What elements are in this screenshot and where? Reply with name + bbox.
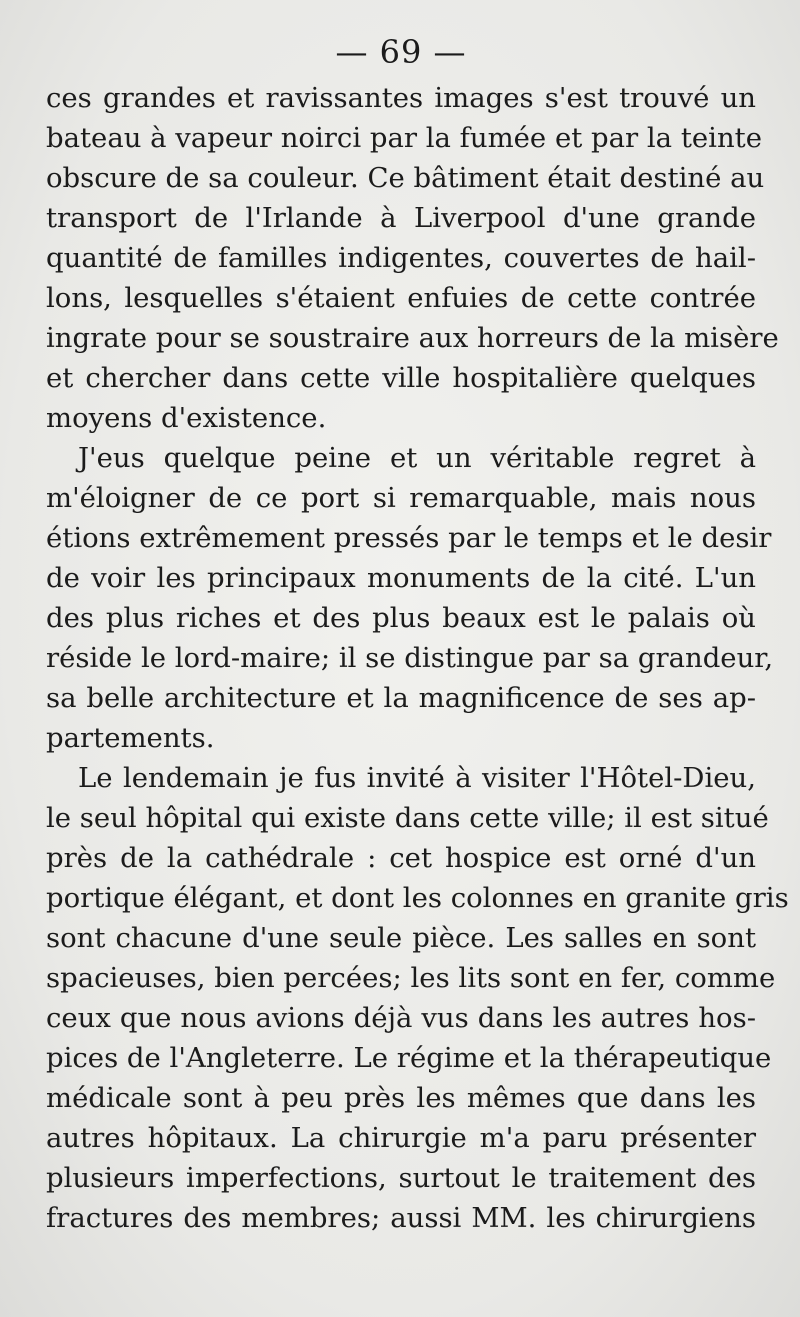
text-line: médicale sont à peu près les mêmes que dans les [46, 1082, 756, 1114]
page-number: — 69 — [335, 33, 467, 71]
text-line: réside le lord-maire; il se distingue par sa grandeur, [46, 642, 774, 674]
text-line: bateau à vapeur noirci par la fumée et par la teinte [46, 122, 762, 154]
text-line: partements. [46, 722, 215, 754]
paragraph-1 [46, 78, 779, 438]
text-line: obscure de sa couleur. Ce bâtiment était destiné au [46, 162, 765, 194]
body-text [46, 78, 789, 1238]
text-line: sa belle architecture et la magnificence de ses ap- [46, 682, 756, 714]
text-line: m'éloigner de ce port si remarquable, mais nous [46, 482, 756, 514]
text-line: de voir les principaux monuments de la cité. L'un [46, 562, 756, 594]
text-line: spacieuses, bien percées; les lits sont en fer, comme [46, 962, 776, 994]
text-line: le seul hôpital qui existe dans cette ville; il est situé [46, 802, 769, 834]
text-line: portique élégant, et dont les colonnes en granite gris [46, 882, 789, 914]
text-line: et chercher dans cette ville hospitalière quelques [46, 362, 756, 394]
text-line: autres hôpitaux. La chirurgie m'a paru présenter [46, 1122, 756, 1154]
text-line: sont chacune d'une seule pièce. Les salles en sont [46, 922, 756, 954]
text-line: moyens d'existence. [46, 402, 327, 434]
text-line: près de la cathédrale : cet hospice est orné d'un [46, 842, 756, 874]
text-line: plusieurs imperfections, surtout le traitement des [46, 1162, 756, 1194]
text-line: quantité de familles indigentes, couvertes de hail- [46, 242, 756, 274]
text-line: des plus riches et des plus beaux est le palais où [46, 602, 756, 634]
text-line: transport de l'Irlande à Liverpool d'une grande [46, 202, 756, 234]
text-line: pices de l'Angleterre. Le régime et la thérapeutique [46, 1042, 772, 1074]
paragraph-3 [46, 758, 789, 1238]
text-line: Le lendemain je fus invité à visiter l'Hôtel-Dieu, [78, 762, 756, 794]
text-line: fractures des membres; aussi MM. les chirurgiens [46, 1202, 756, 1234]
paragraph-2 [46, 438, 774, 758]
text-line: ingrate pour se soustraire aux horreurs de la misère [46, 322, 779, 354]
text-line: étions extrêmement pressés par le temps et le desir [46, 522, 772, 554]
text-line: ces grandes et ravissantes images s'est trouvé un [46, 82, 756, 114]
text-line: lons, lesquelles s'étaient enfuies de cette contrée [46, 282, 756, 314]
text-line: ceux que nous avions déjà vus dans les autres hos- [46, 1002, 756, 1034]
text-line: J'eus quelque peine et un véritable regret à [78, 442, 756, 474]
